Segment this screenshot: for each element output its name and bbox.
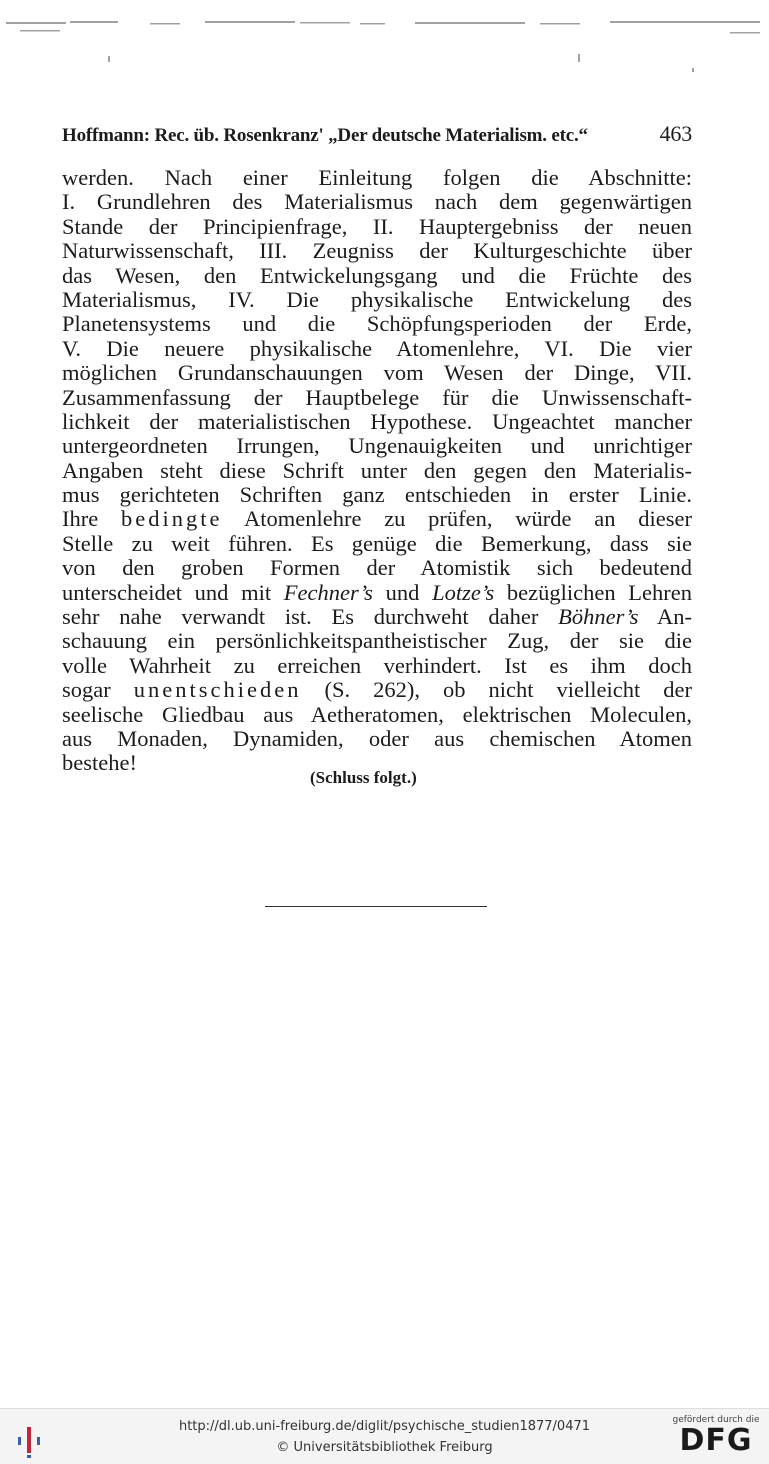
text-line: bestehe! [62,750,137,776]
footer-bar [0,1408,769,1464]
dfg-caption: gefördert durch die [672,1415,760,1425]
text-fragment: unterscheidet und mit [62,579,284,605]
text-fragment: sehr nahe verwandt ist. Es durchweht daher [62,604,559,630]
text-line: Stande der Principienfrage, II. Hauptergebniss der neuen [62,213,692,239]
dfg-logo [671,1415,761,1457]
text-fragment: sogar [62,677,134,703]
text-line: Zusammenfassung der Hauptbelege für die Unwissenschaft- [62,384,692,410]
text-line: mus gerichteten Schriften ganz entschieden in erster Linie. [62,482,692,508]
italic-name: Fechner’s [283,579,373,605]
body-text [62,166,692,776]
text-fragment: Atomenlehre zu prüfen, würde an dieser [222,506,692,532]
text-line: von den groben Formen der Atomistik sich bedeutend [62,555,692,581]
text-line: möglichen Grundanschauungen vom Wesen der Dinge, VII. [62,360,692,386]
text-line: Naturwissenschaft, III. Zeugniss der Kulturgeschichte über [62,238,692,264]
text-line [62,507,692,531]
text-line: werden. Nach einer Einleitung folgen die Abschnitte: [62,165,692,190]
text-line [62,581,692,605]
italic-name: Böhner’s [558,604,639,630]
text-line: schauung ein persönlichkeitspantheistischer Zug, der sie die [62,628,692,654]
text-fragment: (S. 262), ob nicht vielleicht der [301,677,692,703]
text-line: volle Wahrheit zu erreichen verhindert. Ist es ihm doch [62,652,692,678]
footer-copyright: © Universitätsbibliothek Freiburg [276,1440,493,1455]
text-line [62,678,692,702]
text-fragment: und [372,579,433,605]
text-line: V. Die neuere physikalische Atomenlehre, VI. Die vier [62,335,692,361]
text-line: I. Grundlehren des Materialismus nach dem gegenwärtigen [62,189,692,215]
section-divider [265,906,487,907]
footer-url-text[interactable]: http://dl.ub.uni-freiburg.de/diglit/psychische_studien1877/0471 [178,1419,591,1434]
text-line: lichkeit der materialistischen Hypothese. Ungeachtet mancher [62,408,692,434]
text-line: Planetensystems und die Schöpfungsperioden der Erde, [62,311,692,337]
text-line: Stelle zu weit führen. Es genüge die Bemerkung, dass sie [62,530,692,556]
text-line: Angaben steht diese Schrift unter den gegen den Materialis- [62,457,692,483]
text-line [62,605,692,629]
running-title: Hoffmann: Rec. üb. Rosenkranz' „Der deutsche Materialism. etc.“ [62,125,588,146]
italic-name: Lotze’s [432,579,495,605]
text-fragment: Ihre [62,506,121,532]
text-line: das Wesen, den Entwickelungsgang und die Früchte des [62,262,692,288]
page-header [62,121,692,151]
dfg-mark: DFG [679,1423,753,1458]
text-line: seelische Gliedbau aus Aetheratomen, elektrischen Moleculen, [62,701,692,727]
text-line: Materialismus, IV. Die physikalische Entwickelung des [62,286,692,312]
spaced-emphasis: bedingte [120,506,223,532]
text-fragment: bezüglichen Lehren [494,579,693,605]
text-fragment: An- [638,604,692,630]
page-number: 463 [659,121,692,146]
spaced-emphasis: unentschieden [133,677,302,703]
continuation-note: (Schluss folgt.) [310,768,417,787]
text-line: aus Monaden, Dynamiden, oder aus chemischen Atomen [62,725,692,751]
footer-url[interactable] [0,1419,769,1434]
text-line: untergeordneten Irrungen, Ungenauigkeiten und unrichtiger [62,433,692,459]
scan-noise [0,12,769,72]
